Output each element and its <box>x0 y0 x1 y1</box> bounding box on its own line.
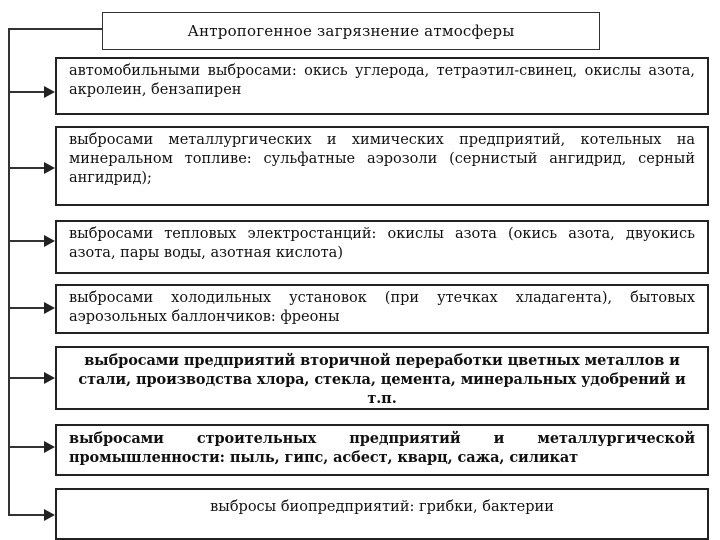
source-text: выбросы биопредприятий: грибки, бактерии <box>210 499 554 515</box>
source-box-bio-enterprises <box>55 488 709 540</box>
source-box-construction <box>55 424 709 476</box>
arrow-right-icon <box>8 372 55 383</box>
arrow-right-icon <box>8 302 55 313</box>
source-box-refrigeration <box>55 284 709 334</box>
arrow-right-icon <box>8 509 55 520</box>
source-text: выбросами металлургических и химических предприятий, котельных на минеральном топливе: сульфатные аэрозоли (сернистый ангидрид, серный ангидрид); <box>69 132 695 186</box>
source-text: выбросами холодильных установок (при утечках хладагента), бытовых аэрозольных баллончиков: фреоны <box>69 290 695 325</box>
source-text: выбросами строительных предприятий и металлургической промышленности: пыль, гипс, асбест, кварц, сажа, силикат <box>69 430 695 466</box>
arrow-right-icon <box>8 86 55 97</box>
arrow-right-icon <box>8 235 55 246</box>
source-text: выбросами предприятий вторичной переработки цветных металлов и стали, производства хлора, стекла, цемента, минеральных удобрений и т.п. <box>78 352 686 407</box>
source-box-vehicles <box>55 57 709 115</box>
diagram-title-box <box>102 12 600 50</box>
connector-top-line <box>8 28 102 30</box>
source-box-power-plants <box>55 220 709 274</box>
source-box-metallurgy-chemical <box>55 126 709 206</box>
source-text: выбросами тепловых электростанций: окислы азота (окись азота, двуокись азота, пары воды, азотная кислота) <box>69 226 695 261</box>
arrow-right-icon <box>8 441 55 452</box>
diagram-title: Антропогенное загрязнение атмосферы <box>187 22 515 40</box>
source-box-secondary-processing <box>55 346 709 410</box>
arrow-right-icon <box>8 162 55 173</box>
source-text: автомобильными выбросами: окись углерода, тетраэтил-свинец, окислы азота, акролеин, бензапирен <box>69 63 695 98</box>
